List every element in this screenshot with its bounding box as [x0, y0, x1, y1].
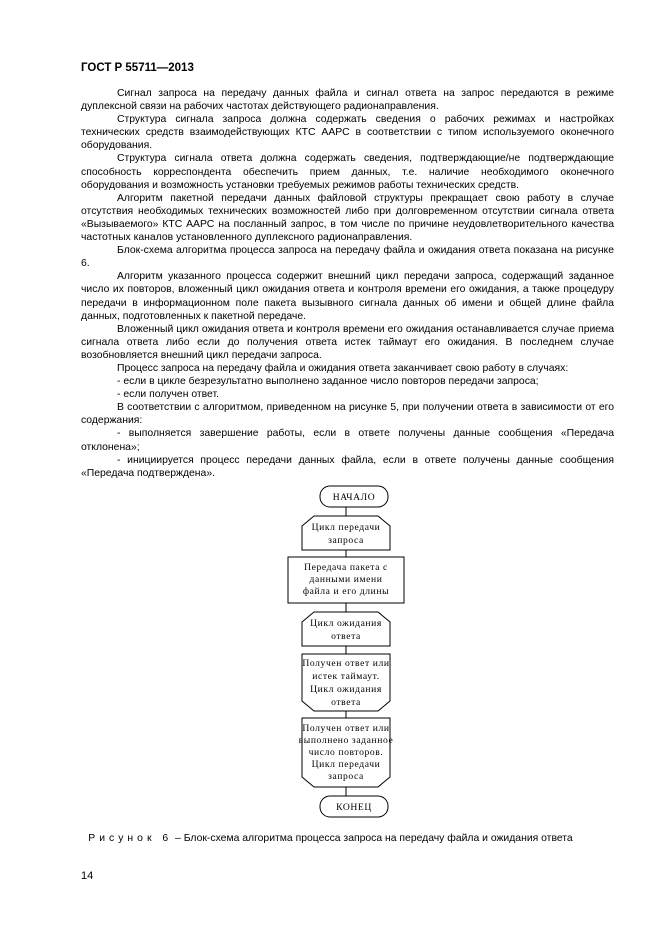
- loop-request-label: запроса: [328, 535, 364, 546]
- end-wait-label: Цикл ожидания: [310, 684, 382, 695]
- paragraph: Процесс запроса на передачу файла и ожидания ответа заканчивает свою работу в случаях:: [117, 362, 569, 374]
- caption-dash: –: [175, 833, 181, 844]
- paragraph: Блок-схема алгоритма процесса запроса на передачу файла и ожидания ответа показана на рисунке 6.: [81, 245, 614, 270]
- paragraph: Вложенный цикл ожидания ответа и контроля времени его ожидания останавливается случае приема сигнала ответа либо если до получения ответа истек таймаут его ожидания. В последнем случае возобновляется внешний цикл передачи запроса.: [81, 323, 614, 361]
- paragraph: В соответствии с алгоритмом, приведенном на рисунке 5, при получении ответа в зависимости от его содержания:: [81, 402, 614, 427]
- end-request-label: Получен ответ или: [302, 723, 390, 734]
- loop-request-label: Цикл передачи: [311, 522, 381, 533]
- end-request-label: число повторов.: [308, 747, 384, 758]
- loop-wait-label: Цикл ожидания: [310, 618, 382, 629]
- loop-wait-label: ответа: [331, 631, 361, 642]
- send-packet-label: Передача пакета с: [304, 562, 388, 573]
- end-wait-label: Получен ответ или: [302, 658, 390, 669]
- end-wait-label: ответа: [331, 697, 361, 708]
- paragraph: Алгоритм указанного процесса содержит внешний цикл передачи запроса, содержащий заданное число их повторов, вложенный цикл ожидания ответа и контроля времени его ожидания, а также процедуру передачи в информационном поле пакета вызывного сигнала данных об имени и общей длине файла данных, подготовленных к пакетной передаче.: [81, 271, 614, 322]
- end-request-label: выполнено заданное: [298, 735, 394, 746]
- send-packet-label: данными имени: [309, 574, 383, 585]
- send-packet-label: файла и его длины: [302, 586, 390, 597]
- standard-header: ГОСТ Р 55711—2013: [81, 62, 194, 74]
- list-item: - если получен ответ.: [117, 389, 219, 401]
- figure-caption: [0, 833, 661, 844]
- paragraph: Структура сигнала ответа должна содержать сведения, подтверждающие/не подтверждающие способность корреспондента обеспечить прием данных, т.е. наличие необходимого оконечного оборудования и возможность установки требуемых режимов работы технических средств.: [81, 153, 614, 191]
- caption-text: Блок-схема алгоритма процесса запроса на передачу файла и ожидания ответа: [183, 833, 573, 844]
- end-request-label: запроса: [328, 771, 364, 782]
- end-wait-label: истек таймаут.: [312, 671, 380, 682]
- list-item: - инициируется процесс передачи данных файла, если в ответе получены данные сообщения «Передача подтверждена».: [81, 454, 614, 479]
- end-request-label: Цикл передачи: [311, 759, 381, 770]
- end-label: КОНЕЦ: [336, 802, 372, 813]
- paragraph: Сигнал запроса на передачу данных файла и сигнал ответа на запрос передаются в режиме дуплексной связи на рабочих частотах действующего радионаправления.: [81, 88, 614, 113]
- list-item: - выполняется завершение работы, если в ответе получены данные сообщения «Передача отклонена»;: [81, 428, 614, 453]
- paragraph: Структура сигнала запроса должна содержать сведения о рабочих режимах и настройках технических средств взаимодействующих КТС ААРС в соответствии с типом используемого оконечного оборудования.: [81, 114, 614, 152]
- figure-label: Рисунок 6: [88, 833, 173, 844]
- list-item: - если в цикле безрезультатно выполнено заданное число повторов передачи запроса;: [117, 376, 539, 388]
- paragraph: Алгоритм пакетной передачи данных файловой структуры прекращает свою работу в случае отсутствия необходимых технических возможностей либо при долговременном отсутствии сигнала ответа «Вызываемого» КТС ААРС на посланный запрос, в том числе по причине неудовлетворительного качества частотных каналов установленного дуплексного радионаправления.: [81, 192, 614, 244]
- start-label: НАЧАЛО: [332, 492, 376, 503]
- page-number: 14: [81, 870, 94, 882]
